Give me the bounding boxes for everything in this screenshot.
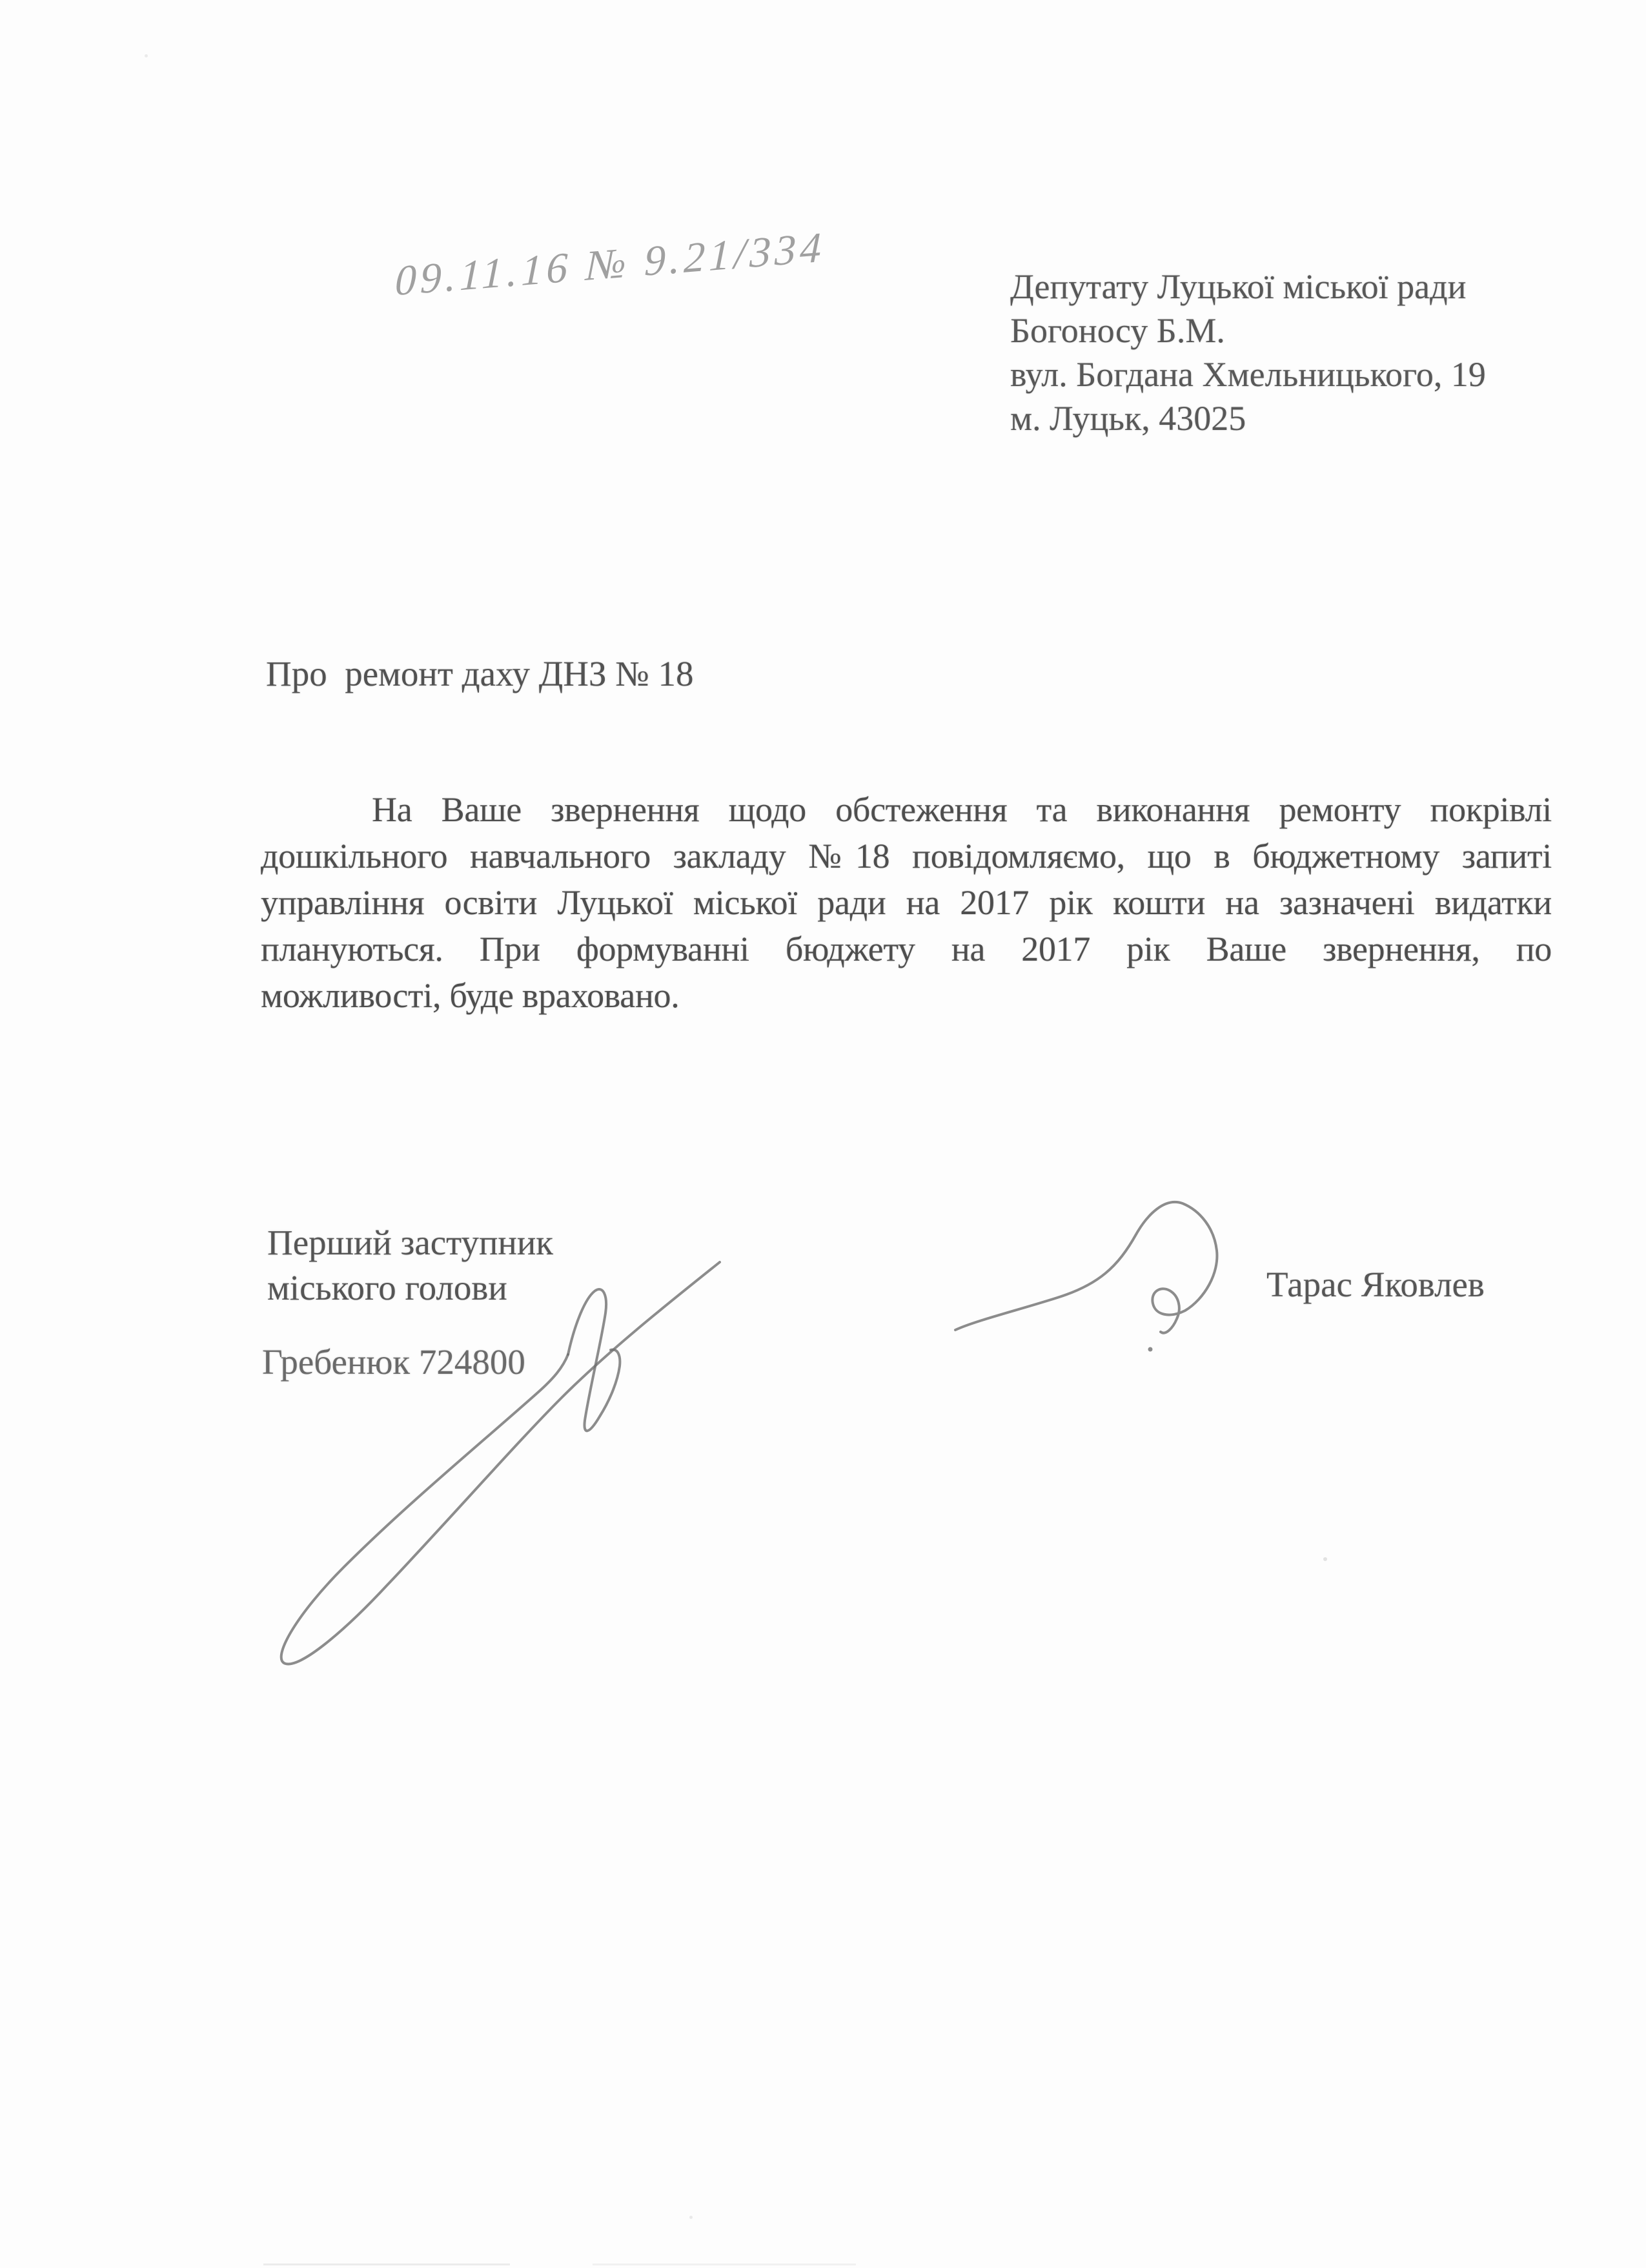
handwritten-ref-number: 09.11.16 № 9.21/334 <box>394 223 826 305</box>
signer-signature <box>942 1188 1265 1362</box>
recipient-line: вул. Богдана Хмельницького, 19 <box>1010 355 1486 394</box>
scan-speck <box>145 54 148 57</box>
recipient-line: Богоносу Б.М. <box>1010 311 1225 350</box>
recipient-address <box>1010 265 1486 440</box>
body-line: дошкільного навчального закладу №18 повідомляємо, що в бюджетному запиті <box>261 837 1552 875</box>
signer-title-line: міського голови <box>267 1268 507 1307</box>
body-line: На Ваше звернення щодо обстеження та виконання ремонту покрівлі <box>372 790 1552 829</box>
scan-speck <box>689 2216 693 2219</box>
executor-signature <box>258 1252 736 1679</box>
scan-speck <box>1323 1557 1327 1561</box>
signer-signature-stroke <box>955 1202 1217 1333</box>
scan-artifact <box>593 2263 856 2265</box>
signer-signature-dot <box>1148 1347 1153 1352</box>
recipient-line: м. Луцьк, 43025 <box>1010 399 1246 438</box>
body-paragraph <box>261 786 1552 1019</box>
body-line: можливості, буде враховано. <box>261 976 680 1015</box>
body-line: плануються. При формуванні бюджету на 2017 рік Ваше звернення, по <box>261 930 1552 968</box>
signer-name: Тарас Яковлев <box>1266 1265 1485 1304</box>
body-line: управління освіти Луцької міської ради на 2017 рік кошти на зазначені видатки <box>261 883 1552 922</box>
recipient-line: Депутату Луцької міської ради <box>1010 267 1467 306</box>
subject-line: Про ремонт даху ДНЗ № 18 <box>266 654 694 693</box>
executor-line: Гребенюк 724800 <box>262 1342 525 1382</box>
executor-signature-stroke <box>568 1289 620 1431</box>
executor-signature-stroke <box>281 1262 720 1664</box>
signer-title-line: Перший заступник <box>267 1223 553 1262</box>
scan-artifact <box>263 2263 510 2265</box>
